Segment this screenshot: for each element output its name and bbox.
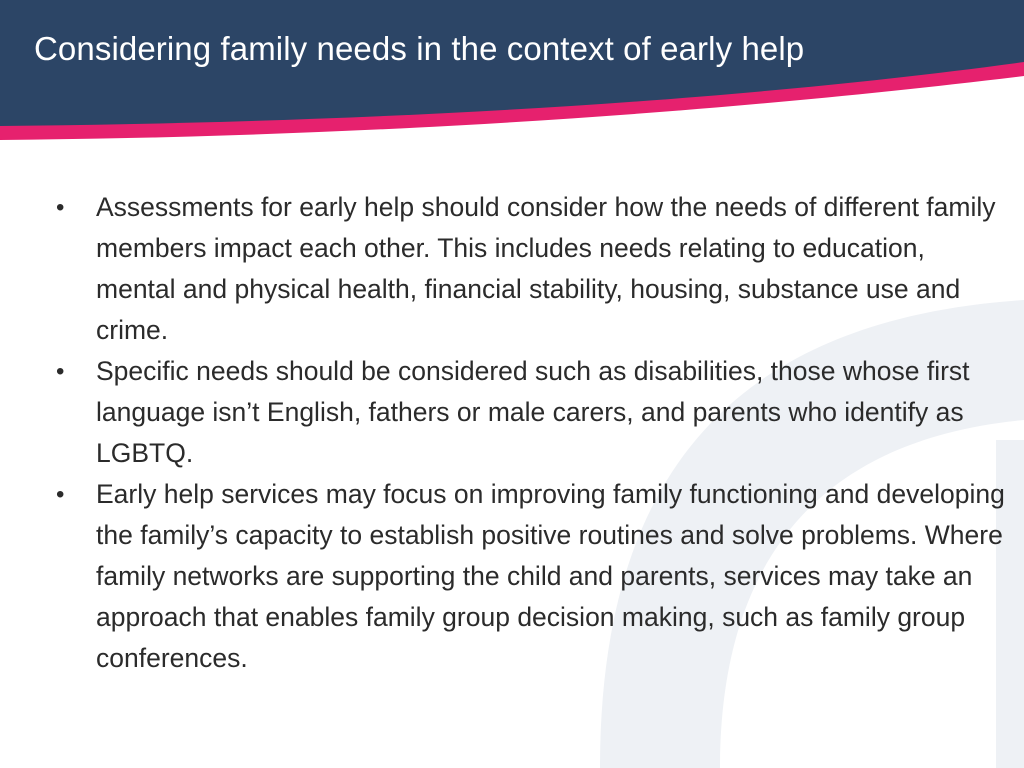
bullet-item: [56, 187, 1006, 351]
slide-title: Considering family needs in the context of early help: [34, 30, 805, 67]
bullet-text: Assessments for early help should consider how the needs of different family members impact each other. This includes needs relating to education, mental and physical health, financial stability, housing, substance use and crime.: [96, 192, 996, 345]
bullet-list: [56, 187, 1006, 679]
bullet-item: [56, 351, 1006, 474]
header-banner: [0, 0, 1024, 150]
bullet-text: Early help services may focus on improving family functioning and developing the family’s capacity to establish positive routines and solve problems. Where family networks are supporting the child and parents, services may take an approach that enables family group decision making, such as family group conferences.: [96, 479, 1005, 673]
bullet-icon: •: [56, 194, 65, 221]
bullet-icon: •: [56, 481, 65, 508]
bullet-item: [56, 474, 1006, 679]
bullet-text: Specific needs should be considered such as disabilities, those whose first language isn’t English, fathers or male carers, and parents who identify as LGBTQ.: [96, 356, 970, 468]
bullet-icon: •: [56, 358, 65, 385]
